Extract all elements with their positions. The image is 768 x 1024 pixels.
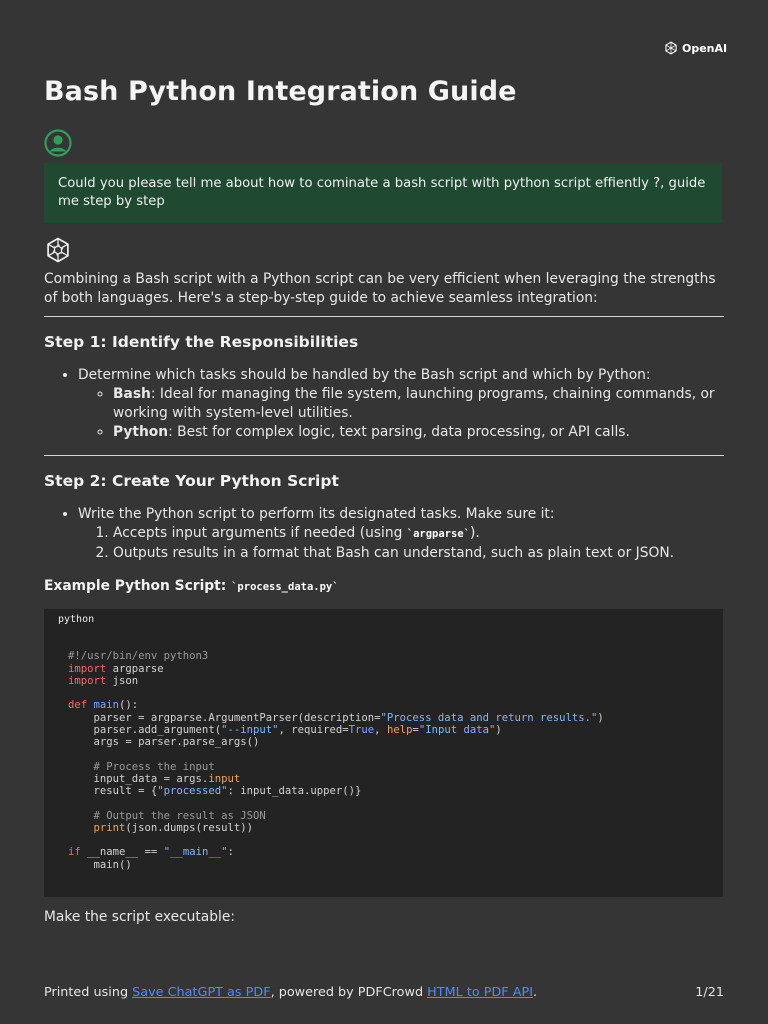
code-line: parser = argparse.ArgumentParser(description="Process data and return results.") xyxy=(68,711,604,724)
step1-bullet: Determine which tasks should be handled by the Bash script and which by Python: xyxy=(78,367,651,383)
divider xyxy=(44,316,724,317)
after-code-text: Make the script executable: xyxy=(44,908,235,925)
chatgpt-avatar-icon xyxy=(44,236,72,264)
list-item xyxy=(113,423,724,442)
divider xyxy=(44,455,724,456)
step1-sublist xyxy=(78,385,724,442)
brand-name: OpenAI xyxy=(682,41,728,55)
code-line: # Output the result as JSON xyxy=(68,809,266,822)
code-line: if __name__ == "__main__": xyxy=(68,846,234,859)
list-item xyxy=(78,505,724,563)
code-line: def main(): xyxy=(68,699,139,712)
step2-bullet: Write the Python script to perform its designated tasks. Make sure it: xyxy=(78,506,555,522)
code-line: print(json.dumps(result)) xyxy=(93,821,253,834)
step2-title: Step 2: Create Your Python Script xyxy=(44,472,339,490)
footer-text: Printed using xyxy=(44,985,133,1000)
page-title: Bash Python Integration Guide xyxy=(44,76,517,107)
code-line: #!/usr/bin/env python3 xyxy=(68,650,209,663)
bash-description: : Ideal for managing the file system, launching programs, chaining commands, or working with system-level utilities. xyxy=(113,386,715,421)
step1-list xyxy=(44,366,724,442)
list-item xyxy=(113,544,724,563)
code-block xyxy=(44,609,723,897)
example-label: Example Python Script: xyxy=(44,578,232,594)
page-number: 1/21 xyxy=(695,985,724,1000)
item-text: Outputs results in a format that Bash can understand, such as plain text or JSON. xyxy=(113,545,675,561)
step2-list xyxy=(44,505,724,563)
openai-logo-icon xyxy=(663,40,679,56)
code-line: result = {"processed": input_data.upper()} xyxy=(68,785,362,797)
code-line: parser.add_argument("--input", required=True, help="Input data") xyxy=(68,723,502,736)
step1-title: Step 1: Identify the Responsibilities xyxy=(44,333,359,351)
openai-logo xyxy=(663,40,727,56)
code-line: main() xyxy=(68,858,132,871)
footer xyxy=(44,985,724,1000)
list-item xyxy=(113,385,724,423)
assistant-response xyxy=(44,270,724,927)
item-text: ). xyxy=(469,525,480,541)
step2-sublist xyxy=(78,524,724,563)
code-line: input_data = args.input xyxy=(68,772,241,785)
python-description: : Best for complex logic, text parsing, data processing, or API calls. xyxy=(168,424,630,440)
code-content xyxy=(58,650,709,871)
term-bash: Bash xyxy=(113,386,151,402)
html-to-pdf-link[interactable]: HTML to PDF API xyxy=(427,985,533,1000)
item-text: Accepts input arguments if needed (using xyxy=(113,525,407,541)
code-line: args = parser.parse_args() xyxy=(68,736,260,748)
code-language-label: python xyxy=(58,614,95,625)
example-filename: `process_data.py` xyxy=(231,581,339,593)
example-heading xyxy=(44,577,724,597)
intro-paragraph: Combining a Bash script with a Python script can be very efficient when leveraging the strengths of both languages. Here's a step-by-step guide to achieve seamless integration: xyxy=(44,271,716,306)
term-python: Python xyxy=(113,424,169,440)
save-chatgpt-link[interactable]: Save ChatGPT as PDF xyxy=(132,985,271,1000)
user-avatar-icon xyxy=(44,129,72,157)
user-message: Could you please tell me about how to cominate a bash script with python script effiently ?, guide me step by step xyxy=(44,163,722,223)
footer-text: , powered by PDFCrowd xyxy=(270,985,428,1000)
inline-code: `argparse` xyxy=(406,528,470,540)
code-line: import json xyxy=(68,674,139,687)
code-line: import argparse xyxy=(68,662,164,675)
list-item xyxy=(78,366,724,442)
footer-text: . xyxy=(532,985,538,1000)
list-item xyxy=(113,524,724,544)
code-line: # Process the input xyxy=(68,760,215,773)
